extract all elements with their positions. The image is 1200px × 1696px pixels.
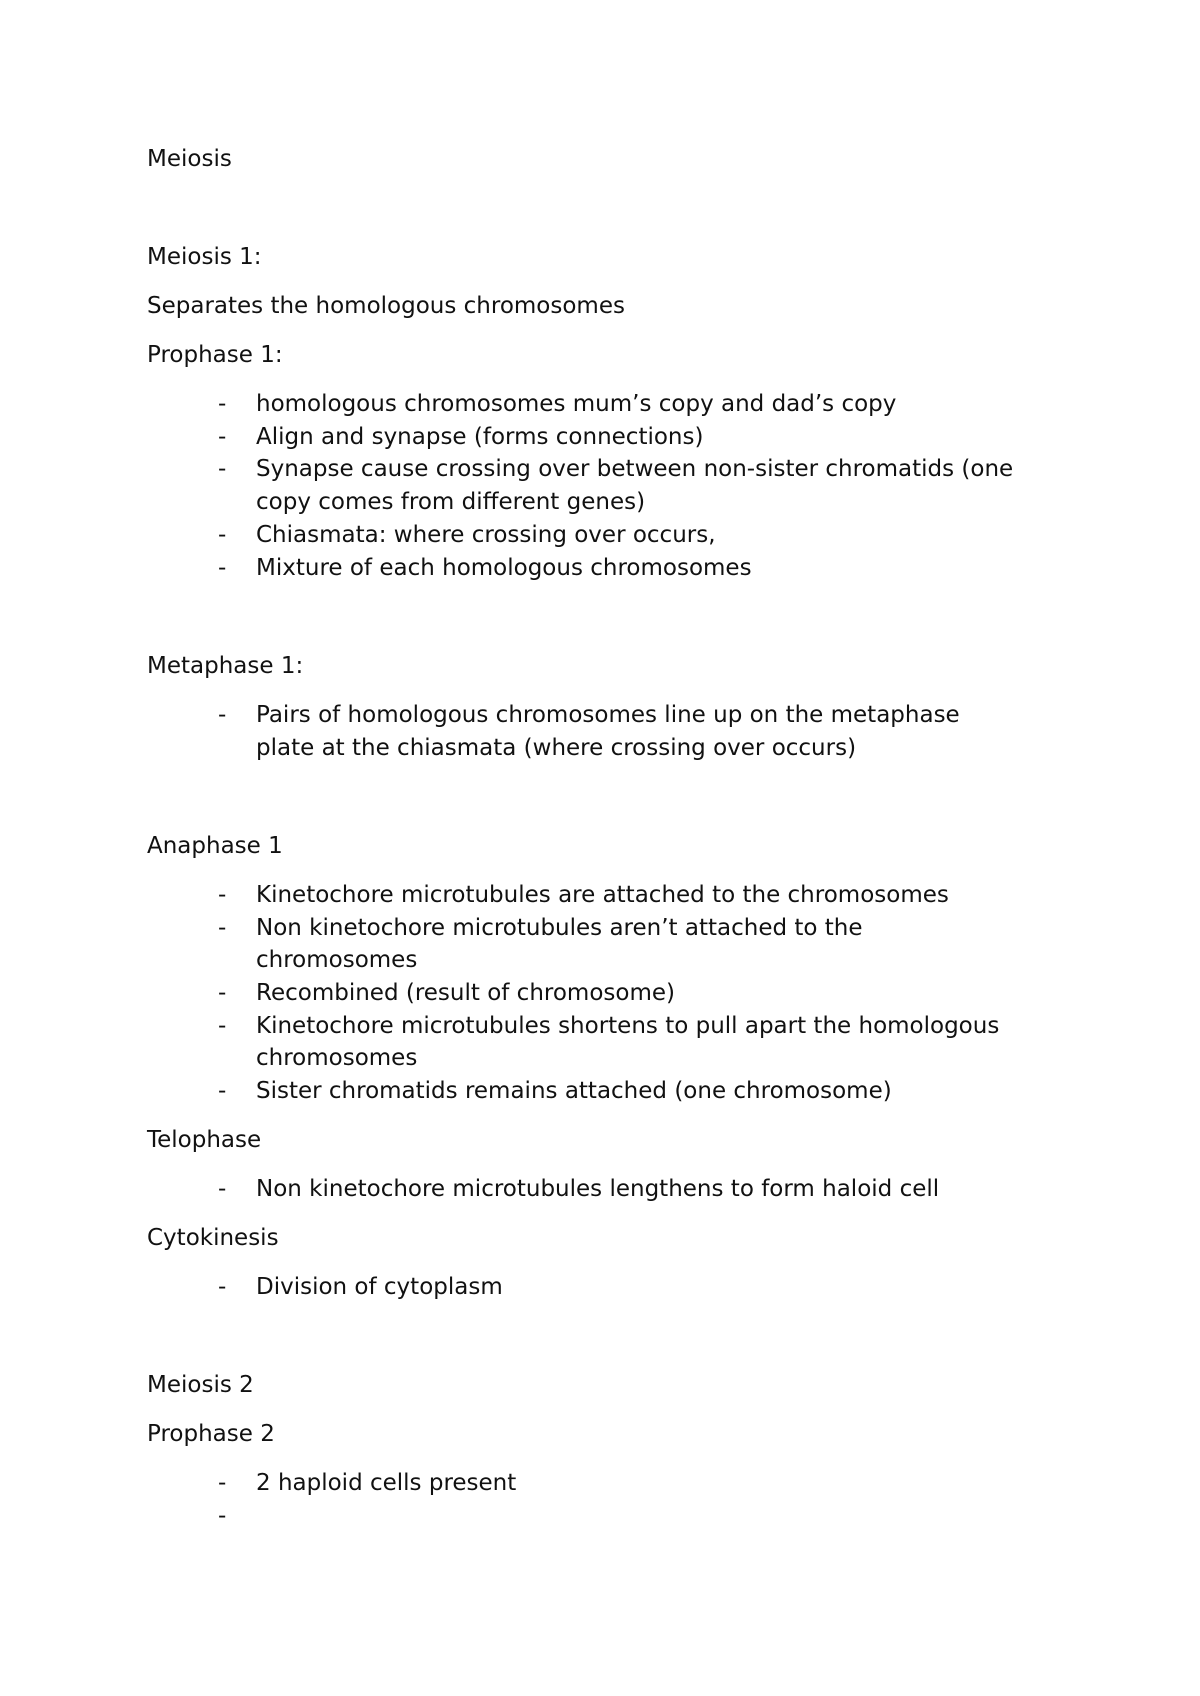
anaphase1-item-1: Kinetochore microtubules are attached to the chromosomes [256,882,949,908]
bullet-marker: - [218,456,227,482]
prophase1-item-5: Mixture of each homologous chromosomes [256,555,752,581]
bullet-marker: - [218,915,227,941]
bullet-marker: - [218,1078,227,1104]
metaphase1-item-1: Pairs of homologous chromosomes line up on the metaphase [256,702,960,728]
bullet-marker: - [218,1274,227,1300]
bullet-marker: - [218,1503,227,1529]
cytokinesis-heading: Cytokinesis [147,1225,279,1251]
anaphase1-item-3: Recombined (result of chromosome) [256,980,675,1006]
prophase1-item-1: homologous chromosomes mum’s copy and dad’s copy [256,391,897,417]
prophase1-item-3: Synapse cause crossing over between non-sister chromatids (one [256,456,1014,482]
meiosis1-subtitle: Separates the homologous chromosomes [147,293,625,319]
bullet-marker: - [218,391,227,417]
anaphase1-item-2: Non kinetochore microtubules aren’t attached to the [256,915,863,941]
anaphase1-item-2-continued: chromosomes [256,947,418,973]
bullet-marker: - [218,1470,227,1496]
meiosis2-heading: Meiosis 2 [147,1372,254,1398]
anaphase1-item-5: Sister chromatids remains attached (one chromosome) [256,1078,892,1104]
bullet-marker: - [218,1013,227,1039]
bullet-marker: - [218,882,227,908]
telophase-item-1: Non kinetochore microtubules lengthens to form haloid cell [256,1176,940,1202]
bullet-marker: - [218,980,227,1006]
metaphase1-heading: Metaphase 1: [147,653,304,679]
metaphase1-item-1-continued: plate at the chiasmata (where crossing over occurs) [256,735,857,761]
bullet-marker: - [218,1176,227,1202]
prophase1-heading: Prophase 1: [147,342,283,368]
meiosis1-heading: Meiosis 1: [147,244,262,270]
prophase2-heading: Prophase 2 [147,1421,275,1447]
bullet-marker: - [218,702,227,728]
anaphase1-heading: Anaphase 1 [147,833,283,859]
prophase1-item-2: Align and synapse (forms connections) [256,424,704,450]
prophase1-item-4: Chiasmata: where crossing over occurs, [256,522,716,548]
prophase2-item-1: 2 haploid cells present [256,1470,517,1496]
bullet-marker: - [218,555,227,581]
bullet-marker: - [218,424,227,450]
telophase-heading: Telophase [147,1127,262,1153]
prophase1-item-3-continued: copy comes from different genes) [256,489,646,515]
anaphase1-item-4: Kinetochore microtubules shortens to pull apart the homologous [256,1013,1000,1039]
anaphase1-item-4-continued: chromosomes [256,1045,418,1071]
cytokinesis-item-1: Division of cytoplasm [256,1274,503,1300]
bullet-marker: - [218,522,227,548]
document-title: Meiosis [147,146,232,172]
